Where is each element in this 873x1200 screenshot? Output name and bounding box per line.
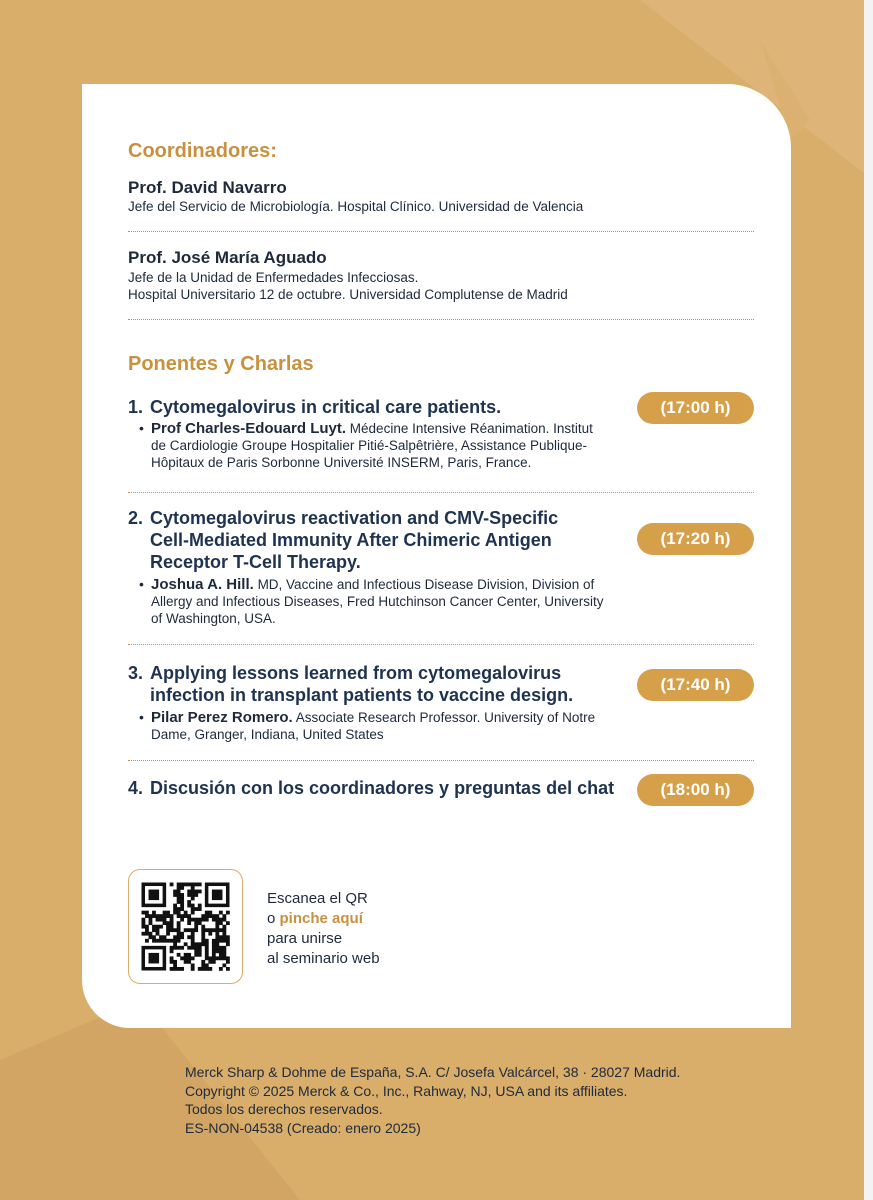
speaker-info: Joshua A. Hill. MD, Vaccine and Infectious Disease Division, Division of Allergy and Infectious Diseases, Fred Hutchinson Cancer Center, University of Washington, USA. bbox=[151, 576, 604, 626]
talk-number: 2. bbox=[128, 508, 144, 528]
speaker-name: Joshua A. Hill. bbox=[151, 576, 254, 593]
qr-instructions: Escanea el QR o pinche aquí para unirse al seminario web bbox=[267, 890, 380, 967]
talk-number: 1. bbox=[128, 397, 144, 417]
talk-number: 4. bbox=[128, 778, 144, 798]
talk-title: Cytomegalovirus in critical care patients. bbox=[150, 397, 502, 417]
divider bbox=[128, 319, 754, 320]
talk-number: 3. bbox=[128, 663, 144, 683]
talk-title: Discusión con los coordinadores y preguntas del chat bbox=[150, 778, 615, 798]
bullet-icon: • bbox=[139, 576, 144, 592]
coordinator-name: Prof. José María Aguado bbox=[128, 248, 327, 267]
time-badge: (18:00 h) bbox=[637, 774, 754, 806]
page-edge bbox=[864, 0, 873, 1200]
speaker-info: Pilar Perez Romero. Associate Research Professor. University of Notre Dame, Granger, Indiana, United States bbox=[151, 709, 596, 742]
talks-title: Ponentes y Charlas bbox=[128, 353, 314, 375]
qr-code[interactable] bbox=[128, 869, 243, 984]
speaker-name: Prof Charles-Edouard Luyt. bbox=[151, 420, 347, 437]
time-badge: (17:40 h) bbox=[637, 669, 754, 701]
speaker-info: Prof Charles-Edouard Luyt. Médecine Intensive Réanimation. Institut de Cardiologie Groupe Hospitalier Pitié-Salpêtrière, Assistance Publique- Hôpitaux de Paris Sorbonne Université INSERM, Paris, France. bbox=[151, 420, 593, 470]
join-link[interactable]: pinche aquí bbox=[279, 910, 363, 927]
coordinators-title: Coordinadores: bbox=[128, 140, 277, 162]
bullet-icon: • bbox=[139, 420, 144, 436]
divider bbox=[128, 492, 754, 493]
coordinator-affiliation: Jefe de la Unidad de Enfermedades Infecciosas. Hospital Universitario 12 de octubre. Universidad Complutense de Madrid bbox=[128, 270, 568, 302]
divider bbox=[128, 644, 754, 645]
talk-title: Cytomegalovirus reactivation and CMV-Specific Cell-Mediated Immunity After Chimeric Antigen Receptor T-Cell Therapy. bbox=[150, 508, 559, 572]
coordinator-affiliation: Jefe del Servicio de Microbiología. Hospital Clínico. Universidad de Valencia bbox=[128, 199, 584, 214]
divider bbox=[128, 231, 754, 232]
speaker-name: Pilar Perez Romero. bbox=[151, 709, 293, 726]
time-badge: (17:20 h) bbox=[637, 523, 754, 555]
qr-code-icon bbox=[129, 870, 242, 983]
coordinator-name: Prof. David Navarro bbox=[128, 178, 287, 197]
talk-title: Applying lessons learned from cytomegalovirus infection in transplant patients to vaccine design. bbox=[150, 663, 574, 705]
footer-legal: Merck Sharp & Dohme de España, S.A. C/ Josefa Valcárcel, 38 · 28027 Madrid. Copyright © 2025 Merck & Co., Inc., Rahway, NJ, USA and its affiliates. Todos los derechos reservados. ES-NON-04538 (Creado: enero 2025) bbox=[185, 1064, 681, 1136]
time-badge: (17:00 h) bbox=[637, 392, 754, 424]
divider bbox=[128, 760, 754, 761]
bullet-icon: • bbox=[139, 709, 144, 725]
